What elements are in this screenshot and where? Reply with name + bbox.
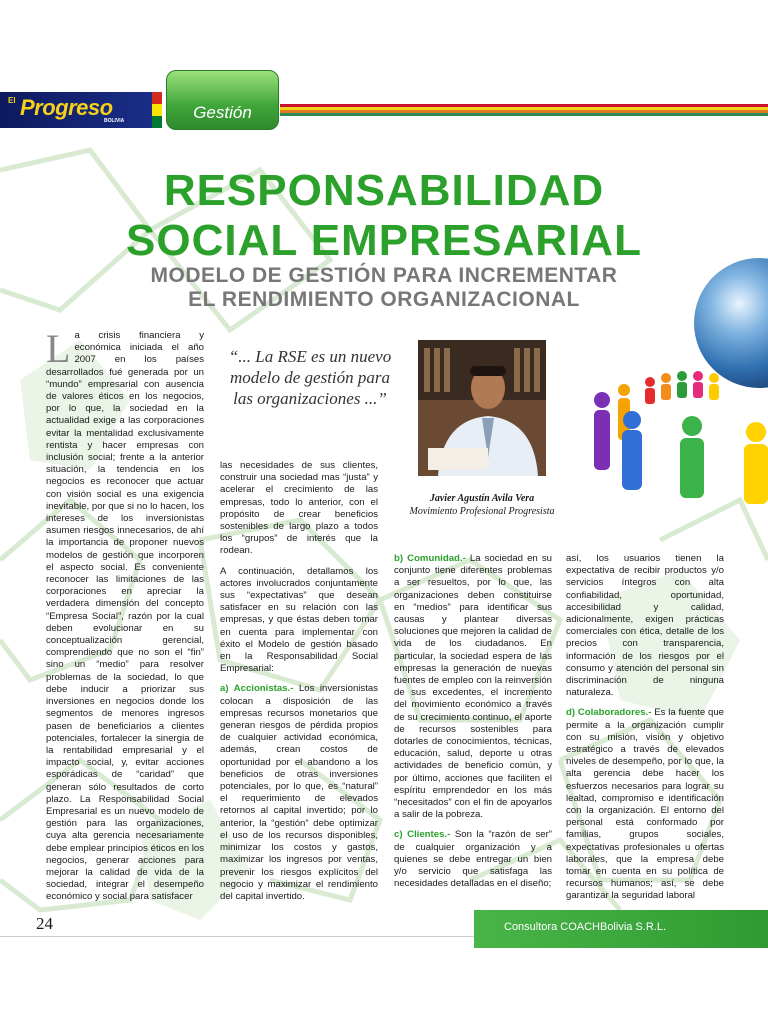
photo-caption-name: Javier Agustín Avila Vera xyxy=(429,493,535,504)
article-column-1 xyxy=(46,326,204,904)
subtitle-line2: EL RENDIMIENTO ORGANIZACIONAL xyxy=(188,288,580,311)
logo-prefix: El xyxy=(8,96,16,105)
photo-caption-org: Movimiento Profesional Progresista xyxy=(409,506,555,517)
item-comunidad-text: La sociedad en su conjunto tiene diferentes problemas a ser resueltos, por lo que, las organizaciones deben constituirse en “medios” para identificar sus causas y plantear diversas soluciones que mejoren la calidad de vida de los ciudadanos. En particular, la sociedad espera de las empresas la generación de nuevas fuentes de empleo con la reinversión de sus excedentes, el incremento del movimiento económico a través de su crecimiento continuo, el aporte de recursos sostenibles para dotarles de conocimientos, técnicas, educación, salud, deporte u otras actividades de beneficio común, y por último, acciones que faciliten el espíritu emprendedor en los más “necesitados” con el fin de apoyarlos a salir de la pobreza. xyxy=(394,553,552,821)
people-circle-illustration xyxy=(580,360,768,520)
item-accionistas-text: Los inversionistas colocan a disposición de las empresas recursos monetarios que generan riesgos de pérdida propios de cualquier actividad económica, además, crean costos de oportunidad por el abandono a los beneficios de otras inversiones potenciales, por lo que, es “natural” el requerimiento de elevados retornos al capital invertido; por lo anterior, la “gestión” debe optimizar el uso de los recursos disponibles, minimizar los costos y gastos, maximizar los ingresos por ventas, prevenir los riesgos explícitos del negocio y maximizar el rendimiento del capital invertido. xyxy=(220,683,379,902)
section-label: Gestión xyxy=(193,103,252,122)
column-2-paragraph-2: A continuación, detallamos los actores involucrados conjuntamente sus “expectativas” que desean satisfacer en su relación con las empresas, y que éstas deben tomar en cuenta para implementar con éxito el Modelo de gestión basado en la Responsabilidad Social Empresarial: xyxy=(220,565,378,675)
column-1-text: a crisis financiera y económica iniciada el año 2007 en los países desarrollados fué generada por un “mundo” empresarial con ausencia de valores éticos en los negocios, por lo que, la sociedad en la actualidad exige a las corporaciones evitar la mentalidad exclusivamente rentista y hacer empresas con inclusión social; frente a la anterior situación, la tendencia en los negocios es reconocer que actuar con visión social es una exigencia inevitable, por que si no lo hacen, los intereses de los inversionistas asumen riesgos innecesarios, de ahí la importancia de proponer nuevos modelos de gestión que incorporen el aspecto social. Es conveniente reconocer las limitaciones de las corporaciones en apreciar la verdadera dimensión del concepto “Empresa Social”, razón por la cual deben evolucionar en su conceptualización gerencial, comprendiendo que no son el “fin” sino un “medio” para resolver problemas de la sociedad, lo que debe inducir a priorizar sus inversiones en negocios donde los segmentos de menores ingresos pasen de beneficiarios a clientes potenciales, fortalecer la sinergia de la rentabilidad empresarial y el impacto social, y, evitar acciones esporádicas de “caridad” que generan sólo resultados de corto plazo. La Responsabilidad Social Empresarial es un nuevo modelo de gestión para las organizaciones, cuya alta gerencia necesariamente debe emplear principios éticos en los negocios, generar acciones para mejorar la calidad de vida de la sociedad, integrar el desempeño económico y social para satisfacer xyxy=(46,330,204,903)
column-2-paragraph-1: las necesidades de sus clientes, construir una sociedad mas “justa” y acelerar el crecimiento de las empresas, todo lo anterior, con el propósito de crear beneficios sostenibles de largo plazo a todos los “grupos” de interés que la rodean. xyxy=(220,460,378,557)
logo-subtitle: BOLIVIA xyxy=(104,118,125,124)
column-4-paragraph-1: así, los usuarios tienen la expectativa de recibir productos y/o servicios íntegros con alta confiabilidad, oportunidad, accesibilidad y calidad, adicionalmente, exigen prácticas comerciales con ética, detalle de los precios con transparencia, información de los riesgos por el consumo y atención del personal sin discriminación de ninguna naturaleza. xyxy=(566,553,724,699)
item-accionistas xyxy=(220,683,378,903)
page-title-line1: RESPONSABILIDAD xyxy=(163,166,605,215)
logo-text: Progreso xyxy=(20,95,113,120)
item-colaboradores xyxy=(566,707,724,902)
pull-quote: “... La RSE es un nuevo modelo de gestión para las organizaciones ...” xyxy=(228,347,392,408)
publisher-name: Consultora COACHBolivia S.R.L. xyxy=(504,921,667,933)
author-photo xyxy=(418,340,546,476)
item-accionistas-label: a) Accionistas.- xyxy=(220,683,294,695)
bolivia-flag-icon xyxy=(152,92,162,128)
magazine-logo xyxy=(0,92,162,128)
page-title-line2: SOCIAL EMPRESARIAL xyxy=(126,216,642,265)
page-number: 24 xyxy=(36,914,53,933)
item-colaboradores-text: Es la fuente que permite a la organización cumplir con su misión, visión y objetivo estratégico a través de elevados niveles de desempeño, por lo que, la alta gerencia debe hacer los esfuerzos necesarios para lograr su lealtad, compromiso e identificación con la organización. El entorno del personal está conformado por familias, grupos sociales, expectativas profesionales u ofertas laborales, que la empresa debe tomar en cuenta en su política de recursos humanos; así, se debe garantizar la seguridad laboral xyxy=(566,707,724,902)
item-clientes xyxy=(394,829,552,890)
footer-bar xyxy=(474,910,768,948)
section-tab xyxy=(166,70,279,130)
item-clientes-label: c) Clientes.- xyxy=(394,829,451,841)
author-portrait-illustration xyxy=(418,340,546,476)
article-column-4 xyxy=(566,553,724,905)
item-colaboradores-label: d) Colaboradores.- xyxy=(566,707,652,719)
subtitle-line1: MODELO DE GESTIÓN PARA INCREMENTAR xyxy=(150,264,618,287)
drop-cap: L xyxy=(46,326,71,371)
article-column-3 xyxy=(394,553,552,892)
article-column-2 xyxy=(220,460,378,905)
header-color-stripes xyxy=(280,104,768,116)
item-clientes-text: Son la “razón de ser” de cualquier organización y a quienes se debe entregar un bien y/o servicio que satisfaga las necesidades detalladas en el diseño; xyxy=(394,829,552,890)
item-comunidad-label: b) Comunidad.- xyxy=(394,553,466,564)
item-comunidad xyxy=(394,553,552,821)
